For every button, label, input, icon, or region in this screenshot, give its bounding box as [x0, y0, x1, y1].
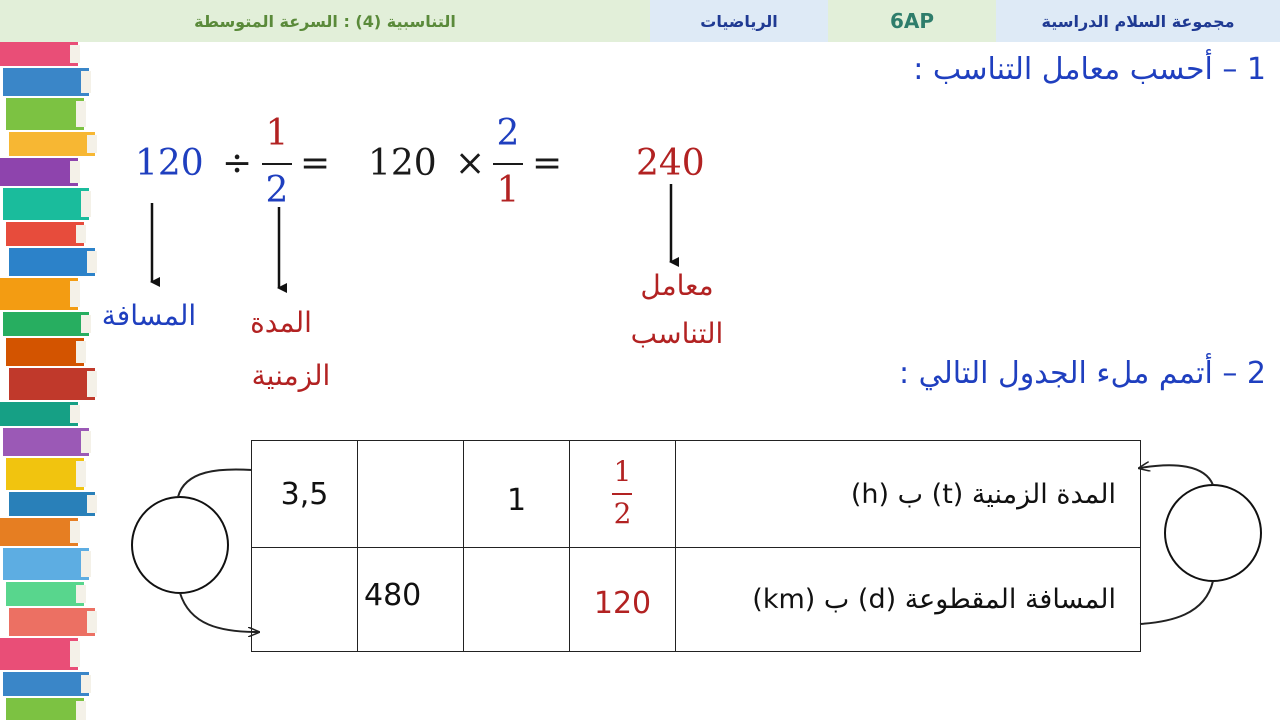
- half-numerator: 1: [613, 455, 632, 488]
- cell-distance-4[interactable]: [252, 548, 358, 652]
- coefficient-result: 240: [636, 143, 705, 184]
- cell-duration-2[interactable]: 1: [464, 441, 570, 548]
- row-header-duration: المدة الزمنية (t) ب (h): [676, 441, 1141, 548]
- frac2-numerator: 2: [496, 113, 520, 154]
- row-header-distance: المسافة المقطوعة (d) ب (km): [676, 548, 1141, 652]
- label-distance: المسافة: [101, 299, 197, 332]
- cell-duration-4[interactable]: 3,5: [252, 441, 358, 548]
- proportionality-table: [251, 440, 1141, 652]
- frac1-numerator: 1: [265, 113, 289, 154]
- right-circle: [1165, 485, 1261, 581]
- frac1-denominator: 2: [265, 170, 289, 211]
- label-coefficient-line1: معامل: [640, 269, 714, 302]
- table-row-distance: [252, 548, 1141, 652]
- cell-distance-1[interactable]: 120: [570, 548, 676, 652]
- half-bar: [612, 493, 632, 495]
- right-loop-bottom: [1140, 581, 1213, 624]
- equals-sign-1: =: [300, 143, 331, 184]
- question-1-title: 1 – أحسب معامل التناسب :: [913, 52, 1266, 87]
- cell-distance-3[interactable]: 480: [358, 548, 464, 652]
- header-lesson: التناسبية (4) : السرعة المتوسطة: [0, 0, 650, 42]
- label-duration-line1: المدة: [250, 306, 312, 339]
- equals-sign-2: =: [532, 143, 563, 184]
- header-level: 6AP: [828, 0, 996, 42]
- label-duration-line2: الزمنية: [251, 359, 331, 392]
- frac2-denominator: 1: [496, 170, 520, 211]
- expr-distance-value: 120: [135, 143, 204, 184]
- half-denominator: 2: [613, 497, 632, 530]
- cell-duration-1: [570, 441, 676, 548]
- left-loop-top: [178, 469, 252, 497]
- table-row-duration: [252, 441, 1141, 548]
- question-2-title: 2 – أتمم ملء الجدول التالي :: [899, 356, 1266, 391]
- header-group: مجموعة السلام الدراسية: [996, 0, 1280, 42]
- header-subject: الرياضيات: [650, 0, 828, 42]
- expr-second-value: 120: [368, 143, 437, 184]
- right-loop-top: [1140, 465, 1213, 485]
- times-sign: ×: [455, 143, 486, 184]
- cell-distance-2[interactable]: [464, 548, 570, 652]
- left-loop-bottom: [180, 593, 258, 632]
- cell-duration-3[interactable]: [358, 441, 464, 548]
- left-circle: [132, 497, 228, 593]
- label-coefficient-line2: التناسب: [630, 317, 724, 350]
- divide-sign: ÷: [222, 143, 253, 184]
